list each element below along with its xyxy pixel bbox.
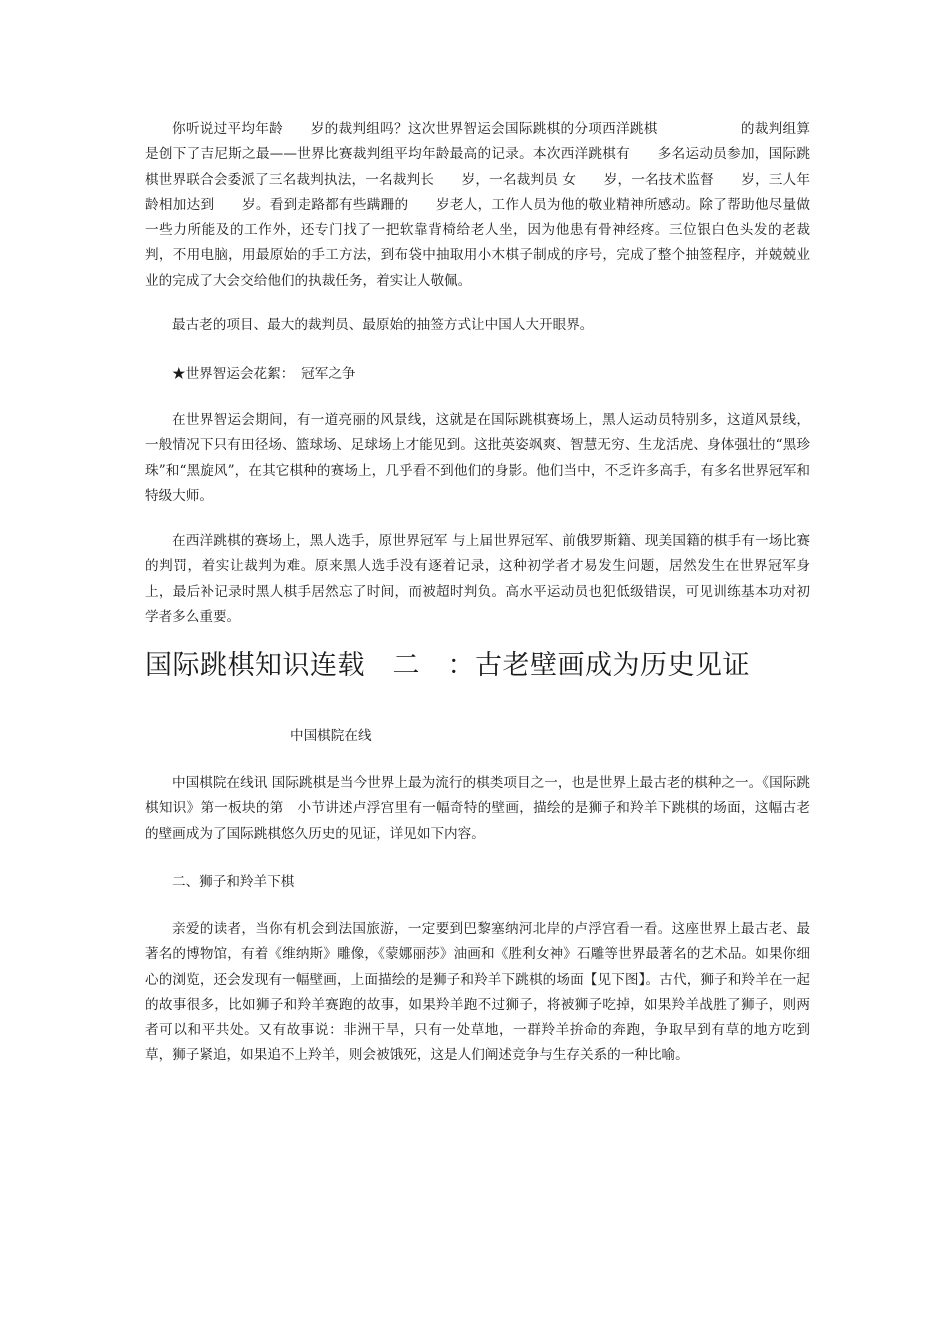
section-heading-highlights: ★世界智运会花絮： 冠军之争 [172, 366, 356, 382]
paragraph-black-athletes: 在世界智运会期间，有一道亮丽的风景线，这就是在国际跳棋赛场上，黑人运动员特别多，这道风景线，一般情况下只有田径场、篮球场、足球场上才能见到。这批英姿飒爽、智慧无穷、生龙活虎、身体强壮的“黑珍珠”和“黑旋风”，在其它棋种的赛场上，几乎看不到他们的身影。他们当中，不乏许多高手，有多名世界冠军和特级大师。 [145, 412, 810, 504]
paragraph-eye-opener: 最古老的项目、最大的裁判员、最原始的抽签方式让中国人大开眼界。 [172, 317, 594, 333]
paragraph-intro: 中国棋院在线讯 国际跳棋是当今世界上最为流行的棋类项目之一，也是世界上最古老的棋种之一。《国际跳棋知识》第一板块的第 小节讲述卢浮宫里有一幅奇特的壁画，描绘的是狮子和羚羊下跳棋的场面，这幅古老的壁画成为了国际跳棋悠久历史的见证，详见如下内容。 [145, 775, 810, 842]
section-heading-lion-antelope: 二、狮子和羚羊下棋 [172, 874, 295, 890]
paragraph-referee-age: 你听说过平均年龄 岁的裁判组吗？这次世界智运会国际跳棋的分项西洋跳棋 的裁判组算是创下了吉尼斯之最——世界比赛裁判组平均年龄最高的记录。本次西洋跳棋有 多名运动员参加，国际跳棋世界联合会委派了三名裁判执法，一名裁判长 岁，一名裁判员 女 岁，一名技术监督 岁，三人年龄相加达到 岁。看到走路都有些蹒跚的 岁老人，工作人员为他的敬业精神所感动。除了帮助他尽量做一些力所能及的工作外，还专门找了一把软靠背椅给老人坐，因为他患有骨神经疼。三位银白色头发的老裁判，不用电脑，用最原始的手工方法，到布袋中抽取用小木棋子制成的序号，完成了整个抽签程序，并兢兢业业的完成了大会交给他们的执裁任务，着实让人敬佩。 [145, 121, 810, 289]
paragraph-louvre-mural: 亲爱的读者，当你有机会到法国旅游，一定要到巴黎塞纳河北岸的卢浮宫看一看。这座世界上最古老、最著名的博物馆，有着《维纳斯》雕像，《蒙娜丽莎》油画和《胜利女神》石雕等世界最著名的艺术品。如果你细心的浏览，还会发现有一幅壁画，上面描绘的是狮子和羚羊下跳棋的场面【见下图】。古代，狮子和羚羊在一起的故事很多，比如狮子和羚羊赛跑的故事，如果羚羊跑不过狮子，将被狮子吃掉，如果羚羊战胜了狮子，则两者可以和平共处。又有故事说：非洲干旱，只有一处草地，一群羚羊拚命的奔跑，争取早到有草的地方吃到草，狮子紧追，如果追不上羚羊，则会被饿死，这是人们阐述竞争与生存关系的一种比喻。 [145, 921, 810, 1064]
paragraph-penalty-case: 在西洋跳棋的赛场上，黑人选手，原世界冠军 与上届世界冠军、前俄罗斯籍、现美国籍的棋手有一场比赛的判罚，着实让裁判为难。原来黑人选手没有逐着记录，这种初学者才易发生问题，居然发生在世界冠军身上，最后补记录时黑人棋手居然忘了时间，而被超时判负。高水平运动员也犯低级错误，可见训练基本功对初学者多么重要。 [145, 533, 810, 625]
article-source: 中国棋院在线 [290, 728, 372, 744]
article-title: 国际跳棋知识连载 二 ：古老壁画成为历史见证 [145, 650, 750, 681]
